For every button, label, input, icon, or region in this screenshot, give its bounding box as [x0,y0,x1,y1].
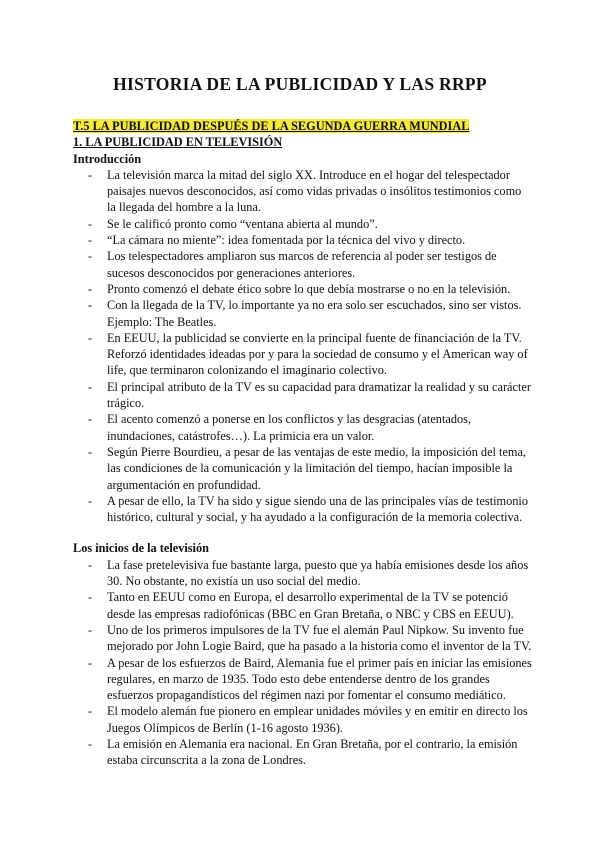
page-title: HISTORIA DE LA PUBLICIDAD Y LAS RRPP [113,74,487,94]
list-item: - En EEUU, la publicidad se convierte en la principal fuente de financiación de la TV. Reforzó identidades ideadas por y para la sociedad de consumo y el American way of life, que terminaron colonizando el imaginario colectivo. [73,330,533,379]
intro-list [73,167,533,526]
list-item: - El principal atributo de la TV es su capacidad para dramatizar la realidad y su carácter trágico. [73,379,533,412]
document-body [73,118,533,769]
list-item: - Con la llegada de la TV, lo importante ya no era solo ser escuchados, sino ser vistos. Ejemplo: The Beatles. [73,297,533,330]
list-item: - Uno de los primeros impulsores de la TV fue el alemán Paul Nipkow. Su invento fue mejorado por John Logie Baird, que ha pasado a la historia como el inventor de la TV. [73,622,533,655]
list-item: - Según Pierre Bourdieu, a pesar de las ventajas de este medio, la imposición del tema, las condiciones de la comunicación y la limitación del tiempo, hacían imposible la argumentación en profundidad. [73,444,533,493]
list-item: - La televisión marca la mitad del siglo XX. Introduce en el hogar del telespectador paisajes nuevos desconocidos, así como vidas privadas o insólitos testimonios como la llegada del hombre a la luna. [73,167,533,216]
chapter-heading [73,118,533,134]
section-heading-intro: Introducción [73,151,142,166]
list-item: - La fase pretelevisiva fue bastante larga, puesto que ya había emisiones desde los años 30. No obstante, no existía un uso social del medio. [73,557,533,590]
list-item: - El modelo alemán fue pionero en emplear unidades móviles y en emitir en directo los Juegos Olímpicos de Berlín (1-16 agosto 1936). [73,703,533,736]
list-item: - La emisión en Alemania era nacional. En Gran Bretaña, por el contrario, la emisión estaba circunscrita a la zona de Londres. [73,736,533,769]
list-item: - Se le calificó pronto como “ventana abierta al mundo”. [73,216,533,232]
list-item: - A pesar de ello, la TV ha sido y sigue siendo una de las principales vías de testimonio histórico, cultural y social, y ha ayudado a la configuración de la memoria colectiva. [73,493,533,526]
section-spacer [73,525,533,540]
list-item: - A pesar de los esfuerzos de Baird, Alemania fue el primer país en iniciar las emisiones regulares, en marzo de 1935. Todo esto debe entenderse dentro de los grandes esfuerzos propagandísticos del régimen nazi por fomentar el consumo mediático. [73,655,533,704]
list-item: - El acento comenzó a ponerse en los conflictos y las desgracias (atentados, inundaciones, catástrofes…). La primicia era un valor. [73,411,533,444]
list-item: - Tanto en EEUU como en Europa, el desarrollo experimental de la TV se potenció desde las empresas radiofónicas (BBC en Gran Bretaña, o NBC y CBS en EEUU). [73,589,533,622]
list-item: - Pronto comenzó el debate ético sobre lo que debía mostrarse o no en la televisión. [73,281,533,297]
list-item: - Los telespectadores ampliaron sus marcos de referencia al poder ser testigos de sucesos desconocidos por generaciones anteriores. [73,248,533,281]
section-heading-inicios: Los inicios de la televisión [73,541,209,556]
inicios-list [73,557,533,769]
chapter-heading-highlight: T.5 LA PUBLICIDAD DESPUÉS DE LA SEGUNDA GUERRA MUNDIAL [73,119,470,133]
list-item: - “La cámara no miente”: idea fomentada por la técnica del vivo y directo. [73,232,533,248]
subchapter-heading: 1. LA PUBLICIDAD EN TELEVISIÓN [73,135,283,150]
